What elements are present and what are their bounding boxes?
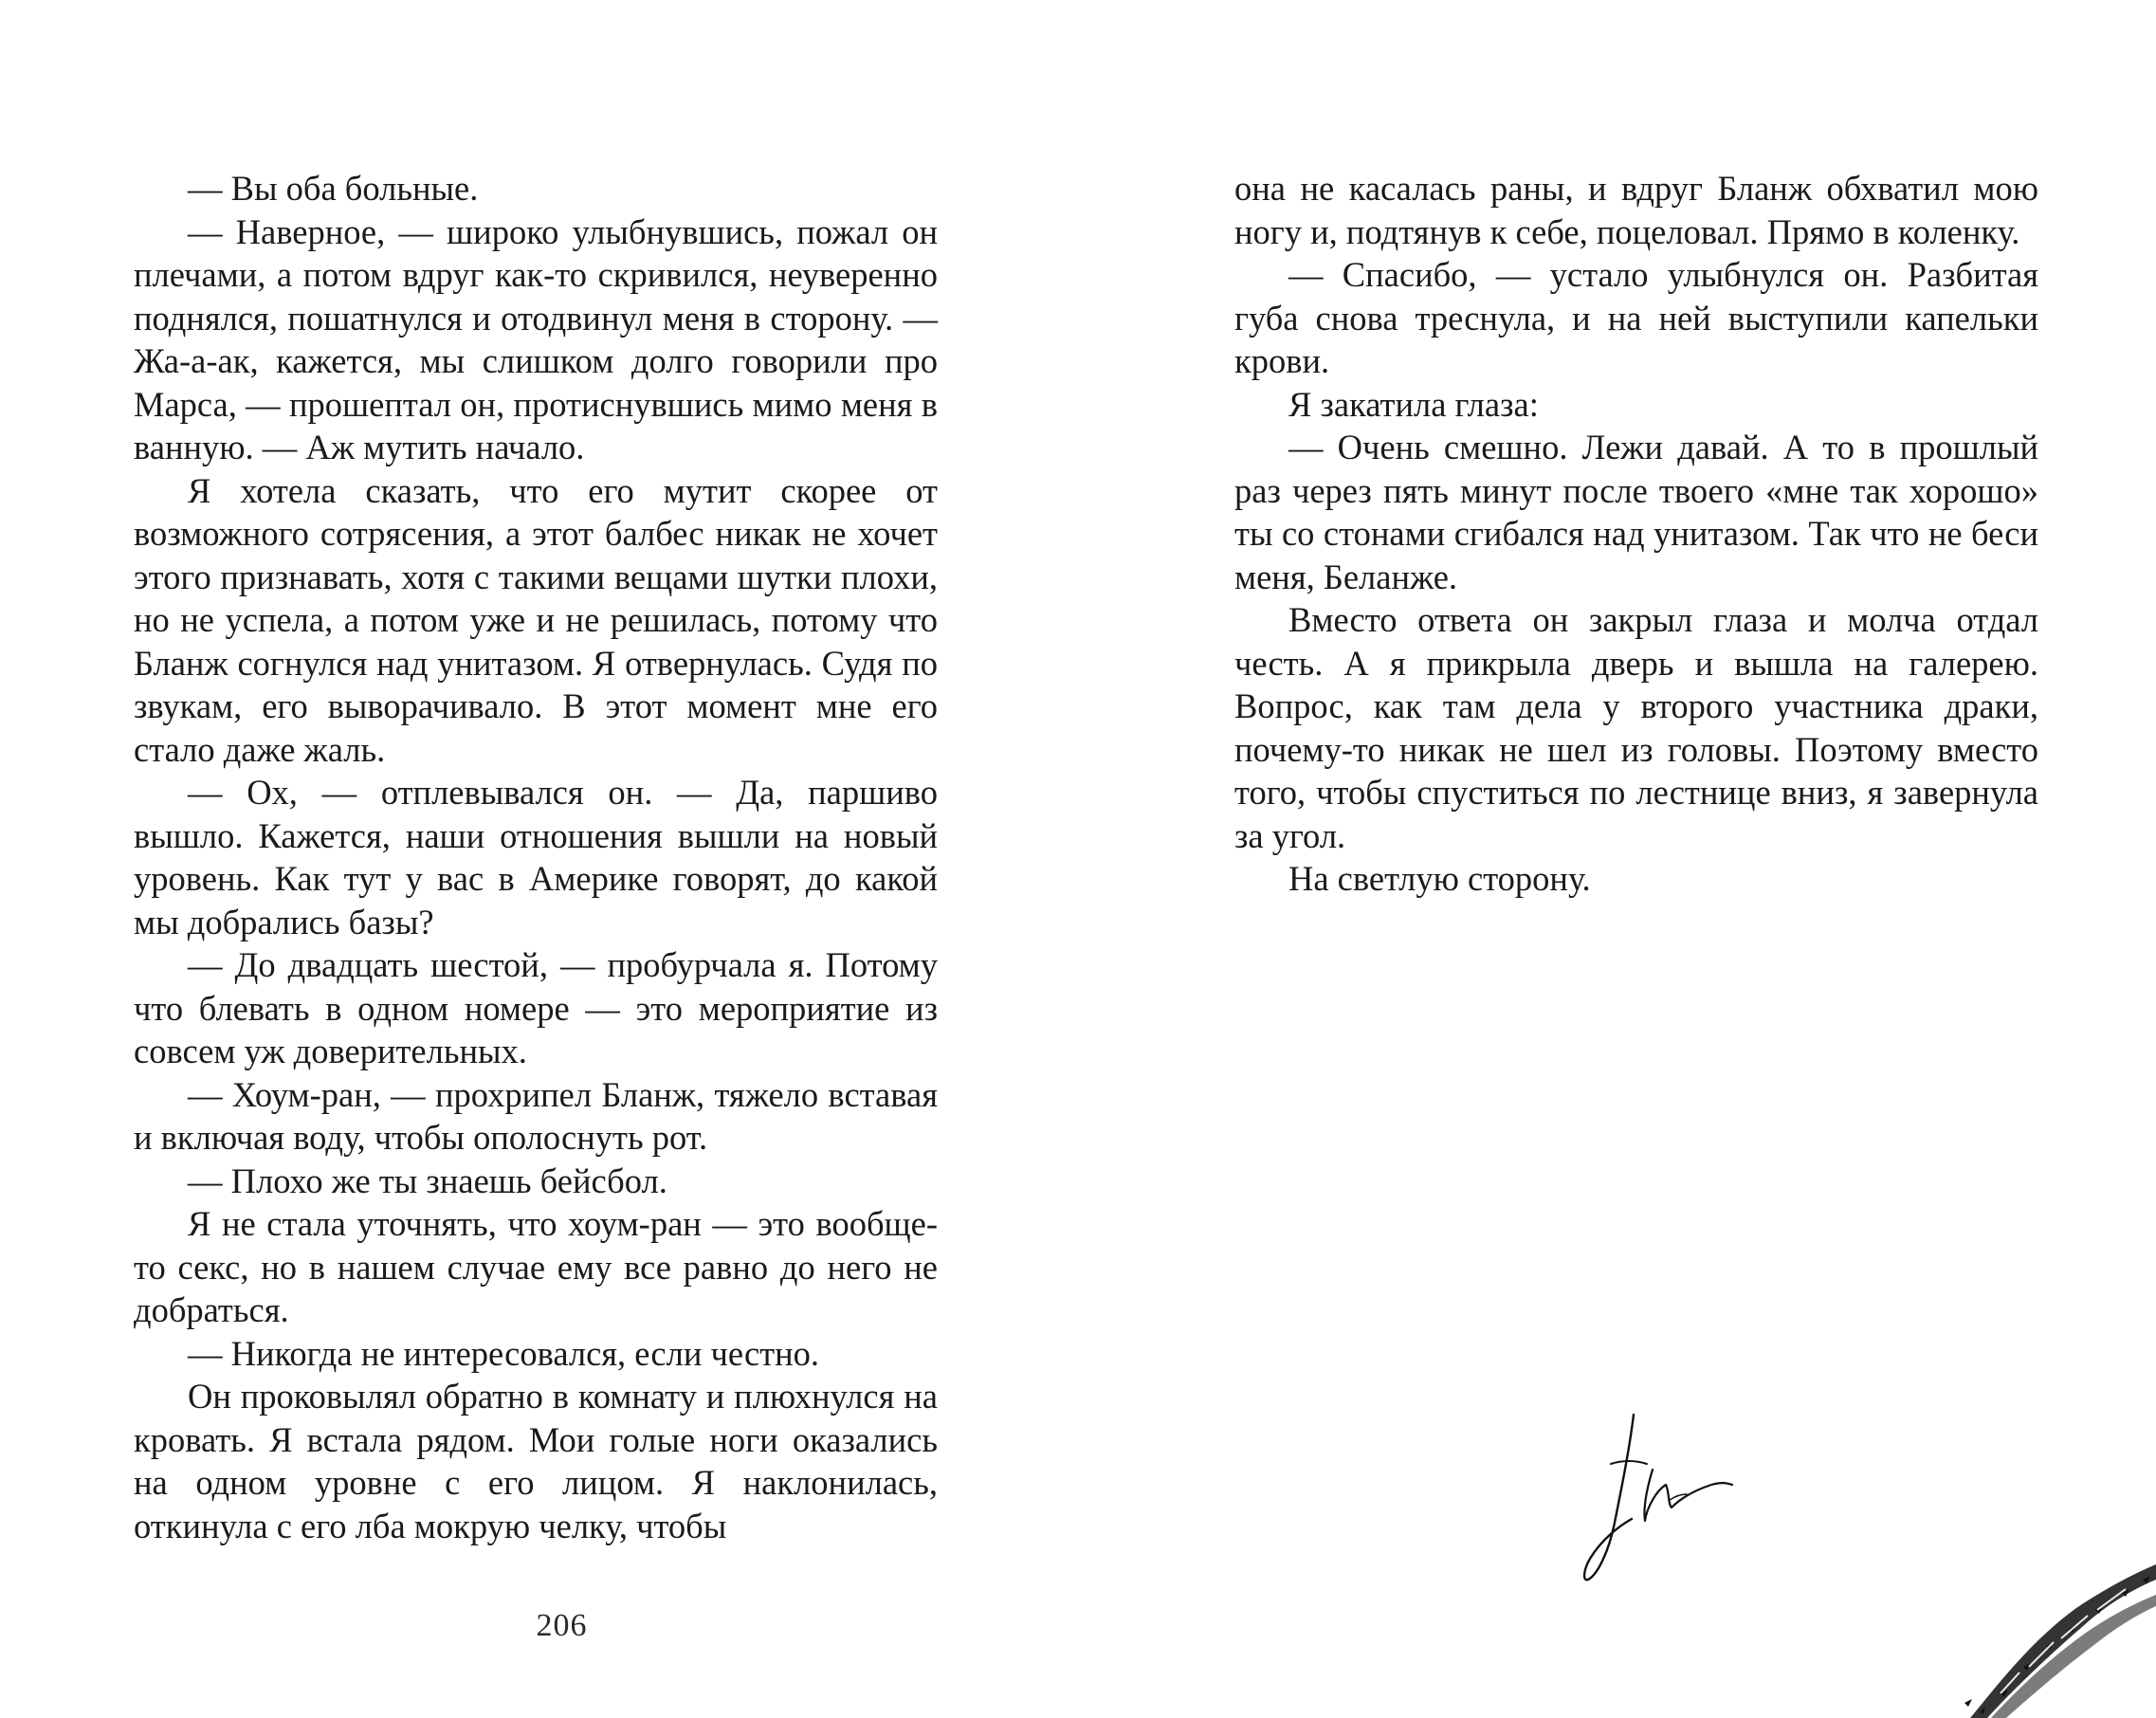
paragraph: Я закатила глаза: <box>1288 384 1539 424</box>
page-number: 206 <box>536 1608 588 1643</box>
paragraph: — Ох, — отплевывался он. — Да, паршиво вышло. Кажется, наши отношения вышли на новый уровень. Как тут у вас в Америке говорят, до какой мы добрались базы? <box>134 773 938 941</box>
brush-stroke-icon <box>1963 1551 2156 1718</box>
paragraph: — Плохо же ты знаешь бейсбол. <box>188 1161 667 1200</box>
paragraph: Вместо ответа он закрыл глаза и молча отдал честь. А я прикрыла дверь и вышла на галерею. Вопрос, как там дела у второго участника драки, почему-то никак не шел из головы. Поэтому вместо того, чтобы спуститься по лестнице вниз, я завернула за угол. <box>1234 600 2038 855</box>
paragraph: — Наверное, — широко улыбнувшись, пожал он плечами, а потом вдруг как-то скривился, неуверенно поднялся, пошатнулся и отодвинул меня в сторону. — Жа-а-ак, кажется, мы слишком долго говорили про Марса, — прошептал он, протиснувшись мимо меня в ванную. — Аж мутить начало. <box>134 211 938 466</box>
right-text-column <box>1234 167 2038 901</box>
paragraph: На светлую сторону. <box>1288 859 1591 898</box>
paragraph: — Вы оба больные. <box>188 169 479 208</box>
paragraph: — Хоум-ран, — прохрипел Бланж, тяжело вставая и включая воду, чтобы ополоснуть рот. <box>134 1074 938 1157</box>
paragraph: Я не стала уточнять, что хоум-ран — это вообще-то секс, но в нашем случае ему все равно до него не добраться. <box>134 1204 938 1329</box>
paragraph: Он проковылял обратно в комнату и плюхнулся на кровать. Я встала рядом. Мои голые ноги оказались на одном уровне с его лицом. Я наклонилась, откинула с его лба мокрую челку, чтобы <box>134 1377 938 1545</box>
paragraph: Я хотела сказать, что его мутит скорее от возможного сотрясения, а этот балбес никак не хочет этого признавать, хотя с такими вещами шутки плохи, но не успела, а потом уже и не решилась, потому что Бланж согнулся над унитазом. Я отвернулась. Судя по звукам, его выворачивало. В этот момент мне его стало даже жаль. <box>134 470 938 769</box>
left-text-column <box>134 167 938 1547</box>
signature-icon <box>1569 1409 1749 1589</box>
paragraph: — До двадцать шестой, — пробурчала я. Потому что блевать в одном номере — это мероприятие из совсем уж доверительных. <box>134 945 938 1070</box>
paragraph: — Никогда не интересовался, если честно. <box>188 1333 820 1373</box>
paragraph: — Спасибо, — устало улыбнулся он. Разбитая губа снова треснула, и на ней выступили капельки крови. <box>1234 255 2038 380</box>
paragraph: — Очень смешно. Лежи давай. А то в прошлый раз через пять минут после твоего «мне так хорошо» ты со стонами сгибался над унитазом. Так что не беси меня, Беланже. <box>1234 428 2038 596</box>
paragraph-continued: она не касалась раны, и вдруг Бланж обхватил мою ногу и, подтянув к себе, поцеловал. Прямо в коленку. <box>1234 169 2038 251</box>
